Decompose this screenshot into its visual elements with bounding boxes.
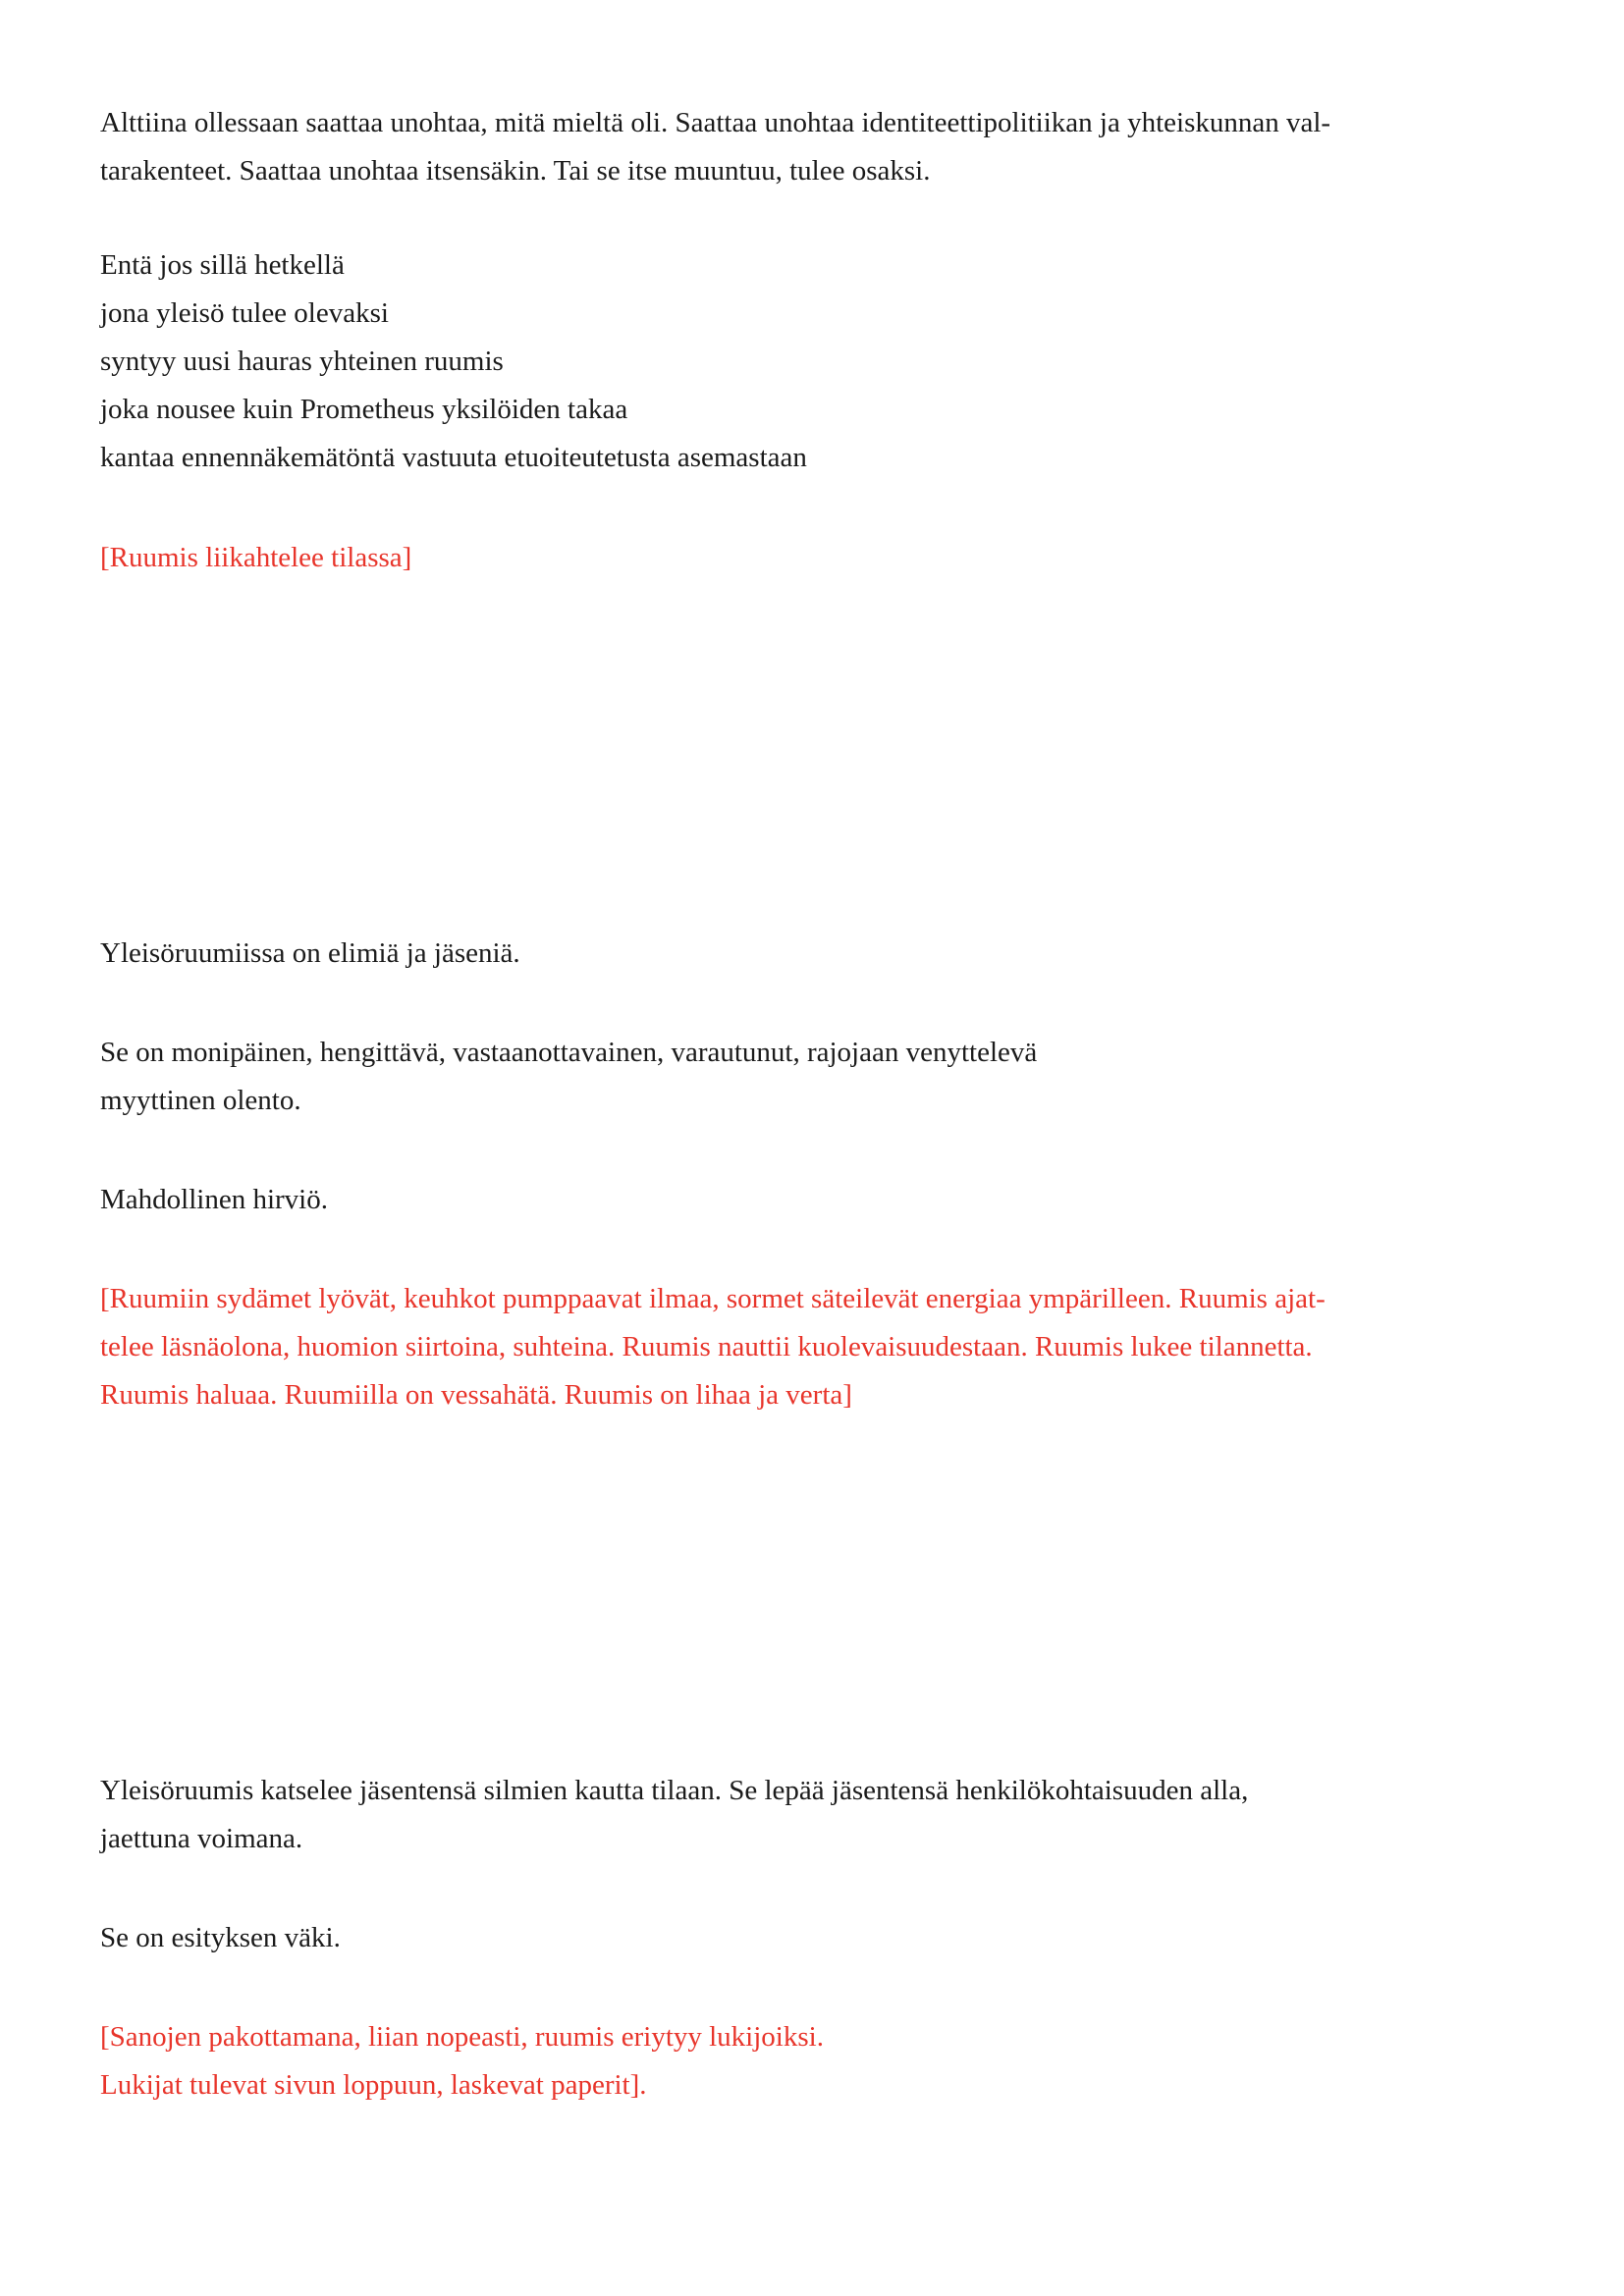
text-line: [Ruumiin sydämet lyövät, keuhkot pumppaavat ilmaa, sormet säteilevät energiaa ympärilleen. Ruumis ajat-	[100, 1283, 1326, 1314]
text-line: jaettuna voimana.	[100, 1823, 303, 1854]
text-line: Se on monipäinen, hengittävä, vastaanottavainen, varautunut, rajojaan venyttelevä	[100, 1037, 1038, 1068]
stanza	[100, 241, 1526, 482]
text-line: [Sanojen pakottamana, liian nopeasti, ruumis eriytyy lukijoiksi.	[100, 2021, 824, 2053]
text-line: Yleisöruumiissa on elimiä ja jäseniä.	[100, 937, 520, 969]
text-line: Mahdollinen hirviö.	[100, 1184, 328, 1215]
paragraph	[100, 1914, 1526, 1962]
text-line: jona yleisö tulee olevaksi	[100, 297, 389, 329]
text-line: telee läsnäolona, huomion siirtoina, suhteina. Ruumis nauttii kuolevaisuudestaan. Ruumis lukee tilannetta.	[100, 1331, 1313, 1362]
text-line: Yleisöruumis katselee jäsentensä silmien kautta tilaan. Se lepää jäsentensä henkilökohtaisuuden alla,	[100, 1775, 1249, 1806]
text-line: syntyy uusi hauras yhteinen ruumis	[100, 346, 504, 377]
paragraph	[100, 99, 1526, 195]
stage-direction	[100, 2013, 1526, 2109]
stage-direction	[100, 1275, 1526, 1419]
text-line: Alttiina ollessaan saattaa unohtaa, mitä mieltä oli. Saattaa unohtaa identiteettipolitiikan ja yhteiskunnan val-	[100, 107, 1331, 138]
text-line: Ruumis haluaa. Ruumiilla on vessahätä. Ruumis on lihaa ja verta]	[100, 1379, 852, 1411]
paragraph	[100, 1767, 1526, 1863]
text-line: kantaa ennennäkemätöntä vastuuta etuoiteutetusta asemastaan	[100, 442, 807, 473]
paragraph	[100, 930, 1526, 978]
stage-direction	[100, 534, 1526, 582]
paragraph	[100, 1029, 1526, 1125]
text-line: tarakenteet. Saattaa unohtaa itsensäkin. Tai se itse muuntuu, tulee osaksi.	[100, 155, 931, 187]
text-line: Entä jos sillä hetkellä	[100, 249, 345, 281]
text-line: myyttinen olento.	[100, 1085, 301, 1116]
paragraph	[100, 1176, 1526, 1224]
text-line: joka nousee kuin Prometheus yksilöiden takaa	[100, 394, 628, 425]
text-line: Lukijat tulevat sivun loppuun, laskevat paperit].	[100, 2069, 647, 2101]
text-line: [Ruumis liikahtelee tilassa]	[100, 542, 412, 573]
text-line: Se on esityksen väki.	[100, 1922, 341, 1953]
